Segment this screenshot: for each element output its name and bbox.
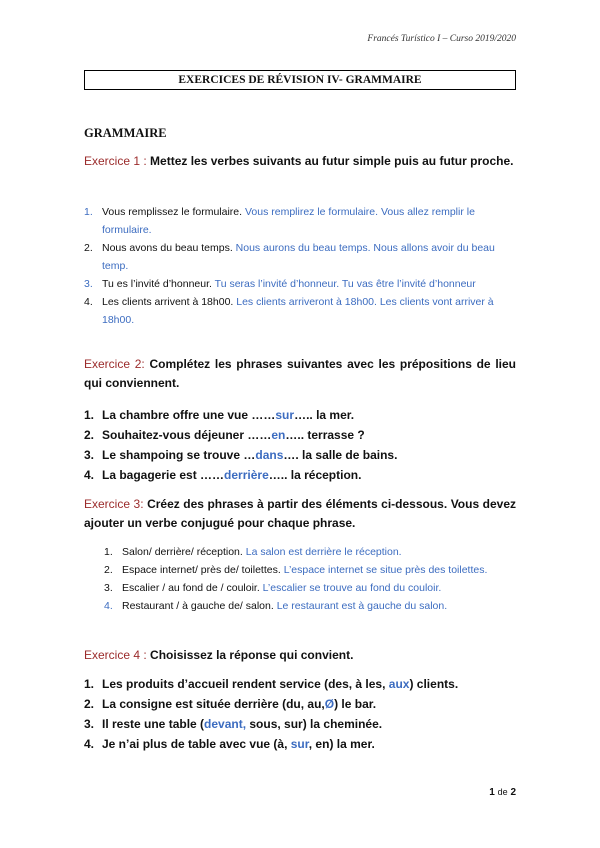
list-item: 2. Souhaitez-vous déjeuner ……en….. terrasse ? [84, 428, 365, 442]
exercise-instruction: Créez des phrases à partir des éléments ci-dessous. Vous devez ajouter un verbe conjugué pour chaque phrase. [84, 497, 517, 530]
list-item: 2. Espace internet/ près de/ toilettes. L’espace internet se situe près des toilettes. [104, 564, 488, 576]
exercise-label: Exercice 1 [84, 154, 141, 168]
list-item: 1. La chambre offre une vue ……sur….. la mer. [84, 408, 355, 422]
list-item: 3. Tu es l’invité d’honneur. Tu seras l’invité d’honneur. Tu vas être l’invité d’honneur [84, 278, 476, 290]
list-item: 2. La consigne est située derrière (du, au,Ø) le bar. [84, 697, 377, 711]
list-item: 4. La bagagerie est ……derrière….. la réception. [84, 468, 362, 482]
exercise-1-list [84, 203, 512, 329]
list-item: 2. Nous avons du beau temps. Nous aurons du beau temps. Nous allons avoir du beau temp. [84, 242, 495, 272]
list-item: 4. Restaurant / à gauche de/ salon. Le restaurant est à gauche du salon. [104, 600, 448, 612]
list-item: 3. Le shampoing se trouve …dans…. la salle de bains. [84, 448, 398, 462]
exercise-instruction: Mettez les verbes suivants au futur simple puis au futur proche. [150, 154, 514, 168]
section-heading: GRAMMAIRE [84, 126, 167, 140]
exercise-label: Exercice 4 [84, 648, 141, 662]
exercise-2-heading: Exercice 2: Complétez les phrases suivantes avec les prépositions de lieu qui conviennent. [84, 357, 516, 390]
exercise-1-heading: Exercice 1 : Mettez les verbes suivants au futur simple puis au futur proche. [84, 154, 514, 168]
list-item: 4. Je n’ai plus de table avec vue (à, sur, en) la mer. [84, 737, 375, 751]
page-number: 1 de 2 [489, 787, 516, 798]
exercise-3-list [104, 543, 512, 615]
list-item: 3. Escalier / au fond de / couloir. L’escalier se trouve au fond du couloir. [104, 582, 442, 594]
course-header: Francés Turístico I – Curso 2019/2020 [367, 34, 516, 44]
exercise-2-list [84, 405, 516, 485]
exercise-4-list [84, 674, 516, 754]
exercise-instruction: Complétez les phrases suivantes avec les prépositions de lieu qui conviennent. [84, 357, 516, 390]
exercise-label: Exercice 3 [84, 497, 141, 511]
list-item: 4. Les clients arrivent à 18h00. Les clients arriveront à 18h00. Les clients vont arriver à 18h00. [84, 296, 494, 326]
list-item: 1. Les produits d’accueil rendent service (des, à les, aux) clients. [84, 677, 459, 691]
list-item: 3. Il reste une table (devant, sous, sur) la cheminée. [84, 717, 383, 731]
page-title: EXERCICES DE RÉVISION IV- GRAMMAIRE [84, 70, 516, 90]
exercise-4-heading: Exercice 4 : Choisissez la réponse qui convient. [84, 648, 354, 662]
list-item: 1. Salon/ derrière/ réception. La salon est derrière le réception. [104, 546, 402, 558]
exercise-label: Exercice 2 [84, 357, 142, 371]
exercise-3-heading: Exercice 3: Créez des phrases à partir des éléments ci-dessous. Vous devez ajouter un verbe conjugué pour chaque phrase. [84, 497, 517, 530]
list-item: 1. Vous remplissez le formulaire. Vous remplirez le formulaire. Vous allez remplir le formulaire. [84, 206, 475, 236]
exercise-instruction: Choisissez la réponse qui convient. [150, 648, 354, 662]
